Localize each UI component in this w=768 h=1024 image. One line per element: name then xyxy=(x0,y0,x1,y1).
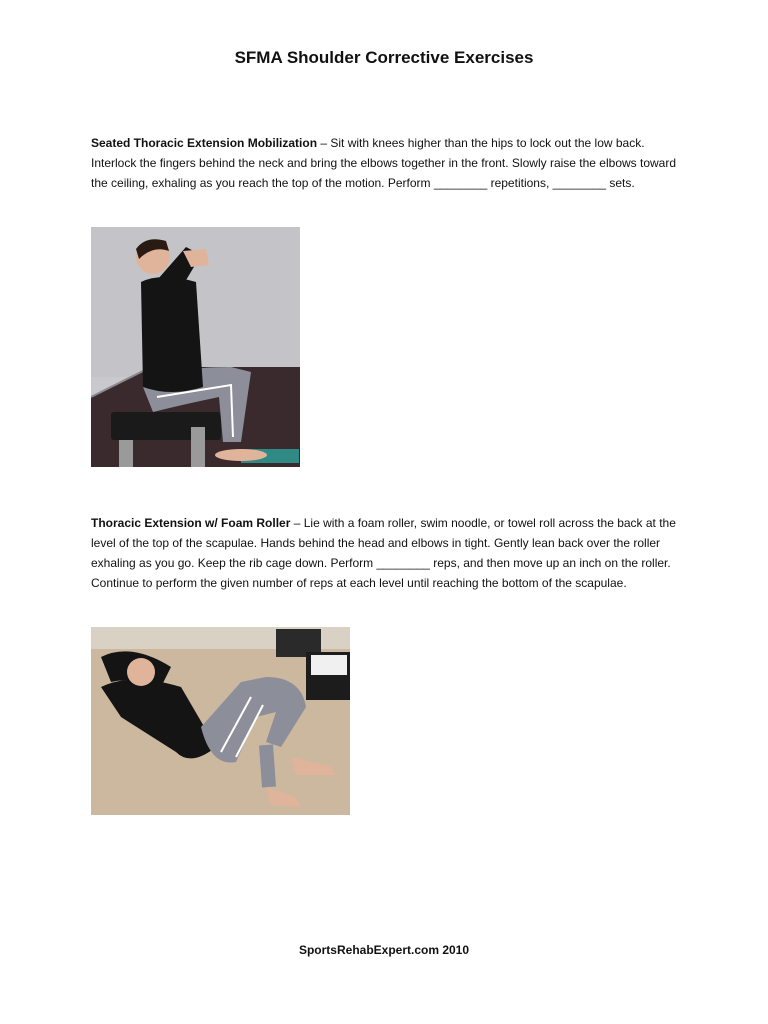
exercise-1-text xyxy=(91,133,676,193)
exercise-2-description: – Lie with a foam roller, swim noodle, or towel roll across the back at the level of the top of the scapulae. Hands behind the head and elbows in tight. Gently lean back over the roller exhaling as you go. Keep the rib cage down. Perform ________ reps, and then move up an inch on the roller. Continue to perform the given number of reps at each level until reaching the bottom of the scapulae. xyxy=(91,516,676,590)
page-footer: SportsRehabExpert.com 2010 xyxy=(298,943,470,957)
exercise-1-name: Seated Thoracic Extension Mobilization xyxy=(91,136,318,150)
exercise-1-photo xyxy=(91,227,300,467)
exercise-2-photo xyxy=(91,627,350,815)
exercise-2-name: Thoracic Extension w/ Foam Roller xyxy=(91,516,291,530)
exercise-1-description: – Sit with knees higher than the hips to lock out the low back. Interlock the fingers behind the neck and bring the elbows together in the front. Slowly raise the elbows toward the ceiling, exhaling as you reach the top of the motion. Perform ________ repetitions, ________ sets. xyxy=(91,136,677,190)
page-title: SFMA Shoulder Corrective Exercises xyxy=(234,48,534,67)
exercise-2-text xyxy=(91,513,676,593)
